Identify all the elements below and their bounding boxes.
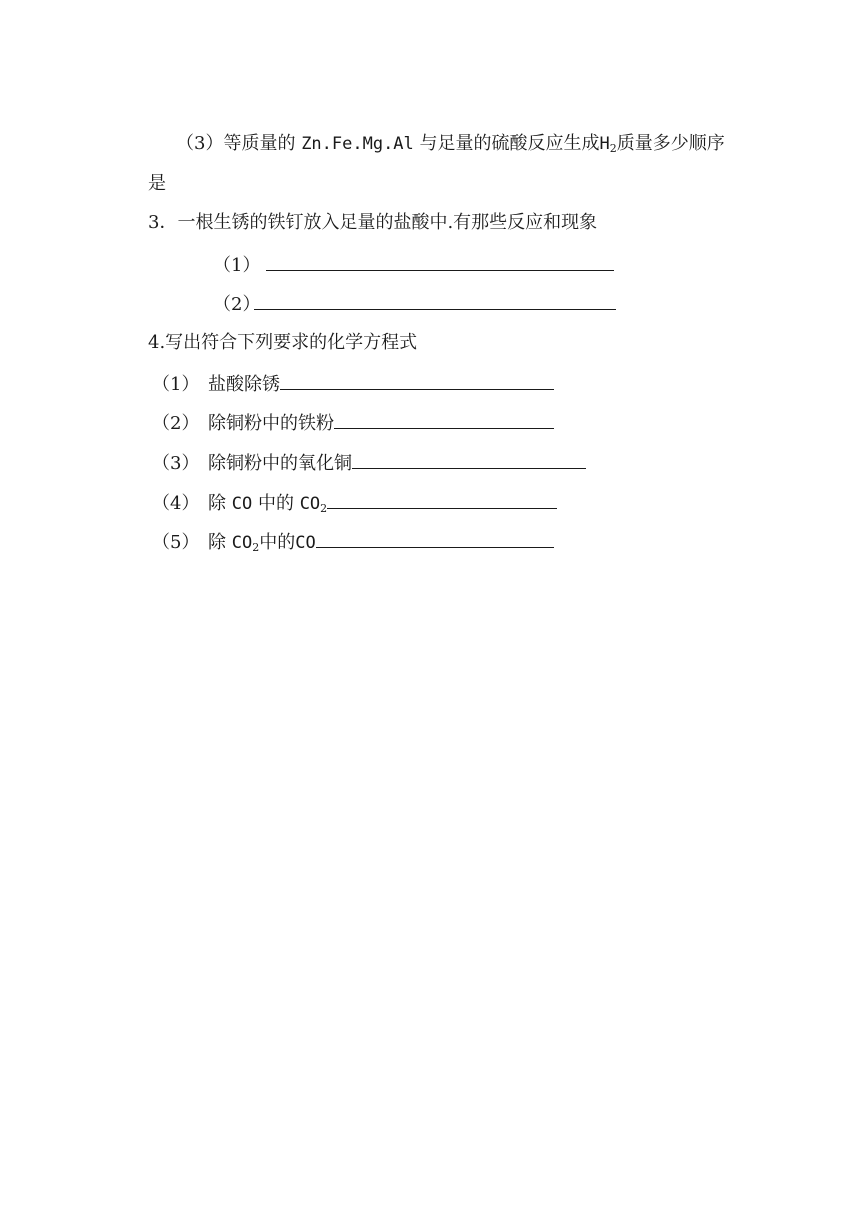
- question-3-item-1: [213, 252, 614, 276]
- question-4-item-2: （2） 除铜粉中的铁粉: [152, 410, 554, 434]
- answer-blank[interactable]: [334, 410, 554, 429]
- question-4-item-4: （4） 除 CO 中的 $CO_2$: [152, 490, 557, 514]
- item-label: （4）: [152, 493, 200, 514]
- answer-blank[interactable]: [254, 291, 616, 310]
- question-4-title: 4.写出符合下列要求的化学方程式: [148, 332, 418, 353]
- answer-blank[interactable]: [266, 252, 614, 271]
- item-label: （2）: [213, 294, 261, 315]
- item-label: （1）: [152, 374, 200, 395]
- item-label: （1）: [213, 255, 261, 276]
- item-label: （3）: [152, 453, 200, 474]
- metal-list: Zn.Fe.Mg.Al: [301, 134, 414, 154]
- question-2-3: （3）等质量的 Zn.Fe.Mg.Al 与足量的硫酸反应生成$H_2$质量多少顺序: [176, 133, 725, 155]
- question-4-item-5: （5） 除 $CO_2$中的CO: [152, 529, 554, 553]
- answer-blank[interactable]: [316, 529, 554, 548]
- answer-blank[interactable]: [327, 490, 557, 509]
- item-label: （3）: [176, 133, 224, 154]
- answer-blank[interactable]: [280, 371, 554, 390]
- item-label: （5）: [152, 532, 200, 553]
- question-3-title: 3．一根生锈的铁钉放入足量的盐酸中.有那些反应和现象: [148, 212, 598, 233]
- question-4-item-1: （1） 盐酸除锈: [152, 371, 554, 395]
- question-2-3-continuation: 是: [148, 173, 166, 194]
- answer-blank[interactable]: [352, 450, 586, 469]
- item-label: （2）: [152, 413, 200, 434]
- question-3-item-2: [213, 291, 616, 315]
- question-4-item-3: （3） 除铜粉中的氧化铜: [152, 450, 586, 474]
